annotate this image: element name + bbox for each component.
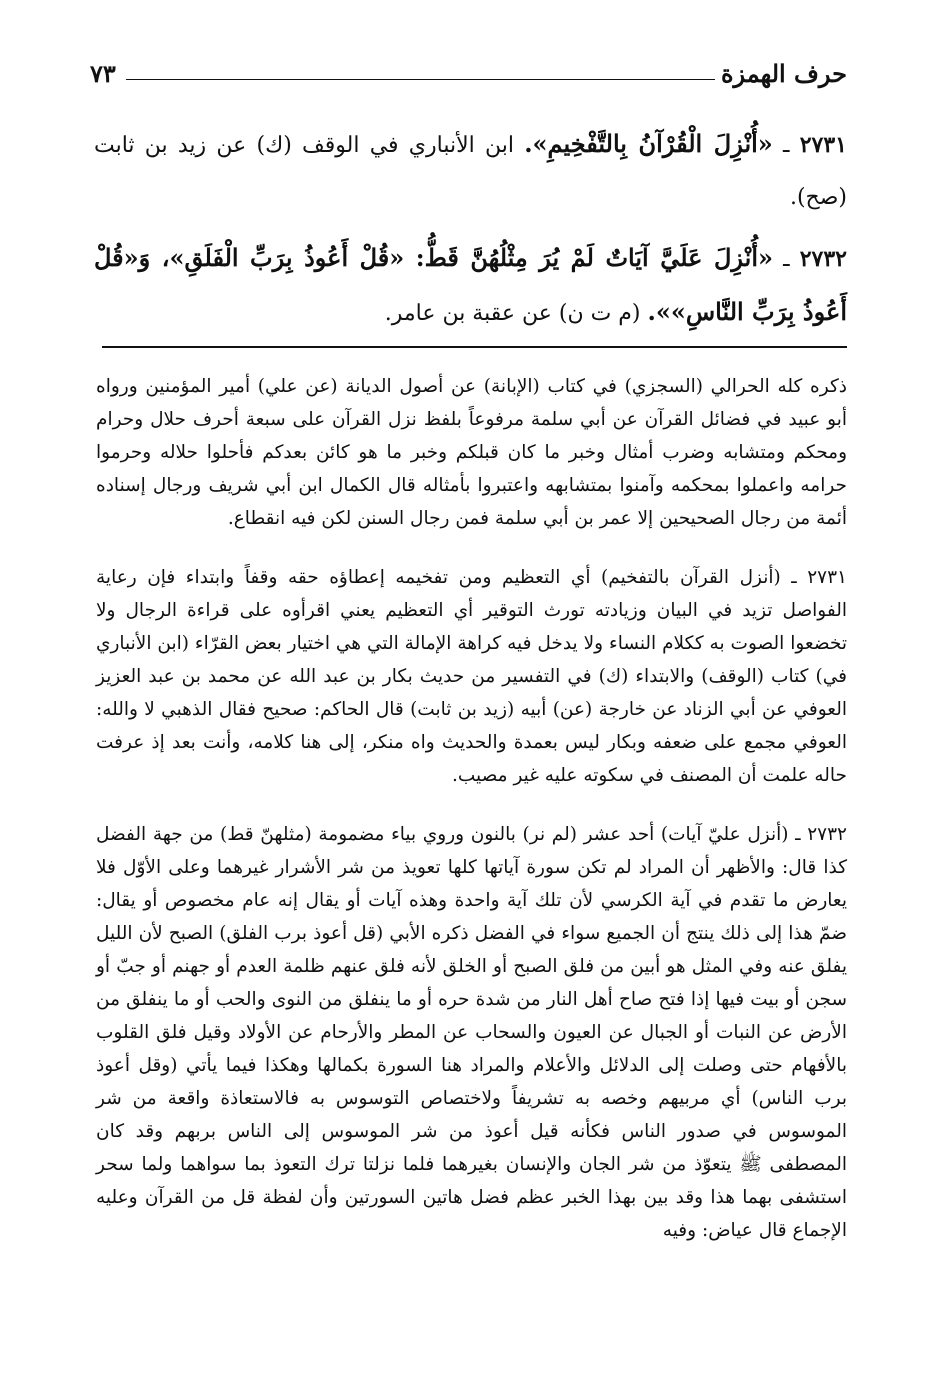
- page-header: [90, 58, 847, 98]
- hadith-source: ابن الأنباري في الوقف (ك) عن زيد بن ثابت (صح).: [94, 133, 847, 210]
- commentary: [96, 370, 847, 1265]
- page-number: ٧٣: [90, 59, 116, 88]
- commentary-paragraph: ذكره كله الحرالي (السجزي) في كتاب (الإبانة) عن أصول الديانة (عن علي) أمير المؤمنين ورواه أبو عبيد في فضائل القرآن عن أبي سلمة مرفوعاً بلفظ نزل القرآن على سبعة أحرف حلال وحرام ومحكم ومتشابه وضرب أمثال وخبر ما كان قبلكم وخبر ما هو كائن بعدكم فأحلوا حلاله وحرموا حرامه واعملوا بمحكمه وآمنوا بمتشابهه واعتبروا بأمثاله قال الكمال ابن أبي شريف ورجال إسناده أئمة من رجال الصحيحين إلا عمر بن أبي سلمة فمن رجال السنن لكن فيه انقطاع.: [96, 376, 847, 529]
- header-rule: [126, 79, 715, 80]
- hadith-text: «أُنْزِلَ الْقُرْآنُ بِالتَّفْخِيمِ».: [524, 129, 773, 158]
- entry-number: ٢٧٣٢: [799, 246, 847, 272]
- hadith-entries: [94, 118, 847, 348]
- entry-number: ٢٧٣١: [799, 132, 847, 158]
- hadith-entry-2731: ٢٧٣١ ـ «أُنْزِلَ الْقُرْآنُ بِالتَّفْخِيمِ». ابن الأنباري في الوقف (ك) عن زيد بن ثابت (صح).: [94, 129, 847, 210]
- chapter-title: حرف الهمزة: [720, 59, 847, 88]
- hadith-text: «أُنْزِلَ عَلَيَّ آيَاتٌ لَمْ يُرَ مِثْلُهُنَّ قَطُّ: «قُلْ أَعُوذُ بِرَبِّ الْفَلَقِ»، وَ«قُلْ أَعُوذُ بِرَبِّ النَّاسِ»».: [94, 243, 847, 326]
- commentary-paragraph: ٢٧٣١ ـ (أنزل القرآن بالتفخيم) أي التعظيم ومن تفخيمه إعطاؤه حقه وقفاً وابتداء فإن رعاية الفواصل تزيد في البيان وزيادته تورث التوقير أي التعظيم يعني اقرأوه على قراءة الرجال ولا تخضعوا الصوت به ككلام النساء ولا يدخل فيه كراهة الإمالة التي هي اختيار بعض القرّاء (ابن الأنباري في) كتاب (الوقف) والابتداء (ك) في التفسير من حديث بكار بن عبد الله عن محمد بن عبد العزيز العوفي عن أبي الزناد عن خارجة (عن) أبيه (زيد بن ثابت) قال الحاكم: صحيح فقال الذهبي لا والله: العوفي مجمع على ضعفه وبكار ليس بعمدة والحديث واه منكر، إلى هنا كلامه، وأنت بعد إذ عرفت حاله علمت أن المصنف في سكوته عليه غير مصيب.: [96, 567, 847, 786]
- hadith-entry-2732: ٢٧٣٢ ـ «أُنْزِلَ عَلَيَّ آيَاتٌ لَمْ يُرَ مِثْلُهُنَّ قَطُّ: «قُلْ أَعُوذُ بِرَبِّ الْفَلَقِ»، وَ«قُلْ أَعُوذُ بِرَبِّ النَّاسِ»». (م ت ن) عن عقبة بن عامر.: [94, 243, 847, 326]
- section-divider: [102, 346, 847, 348]
- hadith-source: (م ت ن) عن عقبة بن عامر.: [384, 301, 641, 326]
- commentary-paragraph: ٢٧٣٢ ـ (أنزل عليّ آيات) أحد عشر (لم نر) بالنون وروي بياء مضمومة (مثلهنّ قط) من جهة الفضل كذا قال: والأظهر أن المراد لم تكن سورة آياتها كلها تعويذ من شر الأشرار غيرهما وعلى الأوّل فلا يعارض ما تقدم في آية الكرسي لأن تلك آية واحدة وهذه آيات أو يقال إنه عام مخصوص أو يقال: ضمّ هذا إلى ذلك ينتج أن الجميع سواء في الفضل ذكره الأبي (قل أعوذ برب الفلق) الصبح لأن الليل يفلق عنه وفي المثل هو أبين من فلق الصبح أو الخلق لأنه فلق عنهم ظلمة العدم أو جهنم أو جبّ أو سجن أو بيت فيها إذا فتح صاح أهل النار من شدة حره أو ما ينفلق من النوى والحب أو ما ينفلق من الأرض عن النبات أو الجبال عن العيون والسحاب عن المطر والأرحام عن الأولاد وقيل فلق القلوب بالأفهام حتى وصلت إلى الدلائل والأعلام والمراد هنا السورة بكمالها وهكذا فيما يأتي (وقل أعوذ برب الناس) أي مربيهم وخصه به تشريفاً ولاختصاص التوسوس به فالاستعاذة واقعة من شر الموسوس في صدور الناس فكأنه قيل أعوذ من شر الموسوس إلى الناس بربهم وقد كان المصطفى ﷺ يتعوّذ من شر الجان والإنسان بغيرهما فلما نزلتا ترك التعوذ بما سواهما ولما سحر استشفى بهما هذا وقد بين بهذا الخبر عظم فضل هاتين السورتين وأن لفظة قل من القرآن وعليه الإجماع قال عياض: وفيه: [96, 824, 847, 1241]
